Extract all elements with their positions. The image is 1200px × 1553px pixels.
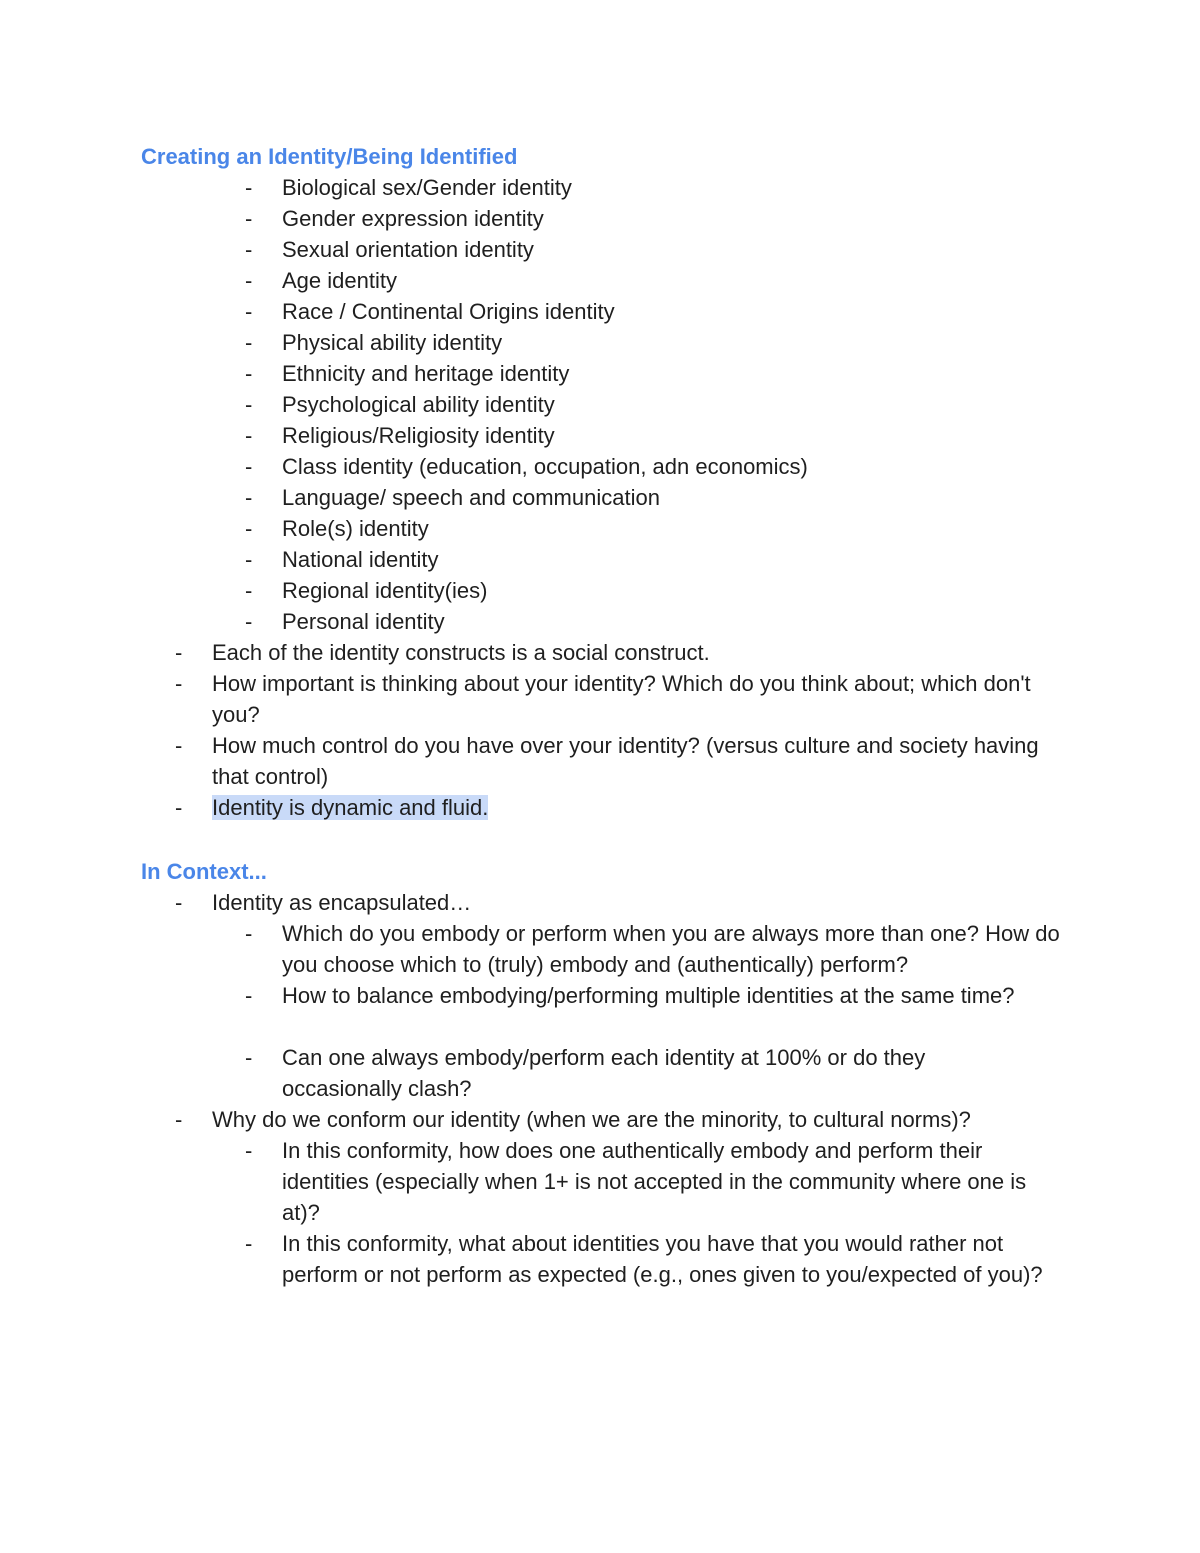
list-item: - Biological sex/Gender identity [0,172,1062,203]
section-heading-creating: Creating an Identity/Being Identified [141,144,518,169]
list-item: - Gender expression identity [0,203,1062,234]
dash-bullet: - [175,795,183,820]
dash-bullet: - [245,454,253,479]
list-item: - Race / Continental Origins identity [0,296,1062,327]
dash-bullet: - [175,890,183,915]
dash-bullet: - [245,485,253,510]
dash-bullet: - [245,609,253,634]
list-item: - National identity [0,544,1062,575]
list-item: - Language/ speech and communication [0,482,1062,513]
list-item: - Why do we conform our identity (when we are the minority, to cultural norms)? [0,1104,1052,1135]
list-item: - Sexual orientation identity [0,234,1062,265]
list-item: - In this conformity, how does one authentically embody and perform their identities (especially when 1+ is not accepted in the community where one is at)? [0,1135,1062,1228]
list-item: - Identity as encapsulated… [0,887,1052,918]
dash-bullet: - [245,1231,253,1256]
list-item: - How important is thinking about your identity? Which do you think about; which don't you? [0,668,1052,730]
list-item: - How much control do you have over your identity? (versus culture and society having that control) [0,730,1052,792]
dash-bullet: - [245,206,253,231]
list-item: - Which do you embody or perform when you are always more than one? How do you choose which to (truly) embody and (authentically) perform? [0,918,1062,980]
list-item: - In this conformity, what about identities you have that you would rather not perform or not perform as expected (e.g., ones given to you/expected of you)? [0,1228,1062,1290]
dash-bullet: - [175,1107,183,1132]
dash-bullet: - [245,921,253,946]
list-item: - Regional identity(ies) [0,575,1062,606]
dash-bullet: - [245,516,253,541]
dash-bullet: - [245,1045,253,1070]
dash-bullet: - [175,671,183,696]
list-item [0,792,1052,823]
list-item: - Physical ability identity [0,327,1062,358]
dash-bullet: - [245,547,253,572]
list-item: - Ethnicity and heritage identity [0,358,1062,389]
dash-bullet: - [175,640,183,665]
list-item: - Can one always embody/perform each identity at 100% or do they occasionally clash? [0,1042,1022,1104]
section-heading-context: In Context... [141,859,267,884]
dash-bullet: - [245,392,253,417]
list-item: - Religious/Religiosity identity [0,420,1062,451]
dash-bullet: - [245,983,253,1008]
dash-bullet: - [245,423,253,448]
list-item: - Personal identity [0,606,1062,637]
dash-bullet: - [245,1138,253,1163]
list-item: - Role(s) identity [0,513,1062,544]
dash-bullet: - [245,237,253,262]
dash-bullet: - [245,330,253,355]
highlighted-text: Identity is dynamic and fluid. [212,795,489,820]
list-item: - Psychological ability identity [0,389,1062,420]
dash-bullet: - [245,175,253,200]
list-item: - Class identity (education, occupation, adn economics) [0,451,1062,482]
dash-bullet: - [245,268,253,293]
dash-bullet: - [245,361,253,386]
list-item: - Each of the identity constructs is a social construct. [0,637,1052,668]
dash-bullet: - [245,578,253,603]
dash-bullet: - [245,299,253,324]
list-item: - Age identity [0,265,1062,296]
list-item: - How to balance embodying/performing multiple identities at the same time? [0,980,1022,1011]
dash-bullet: - [175,733,183,758]
